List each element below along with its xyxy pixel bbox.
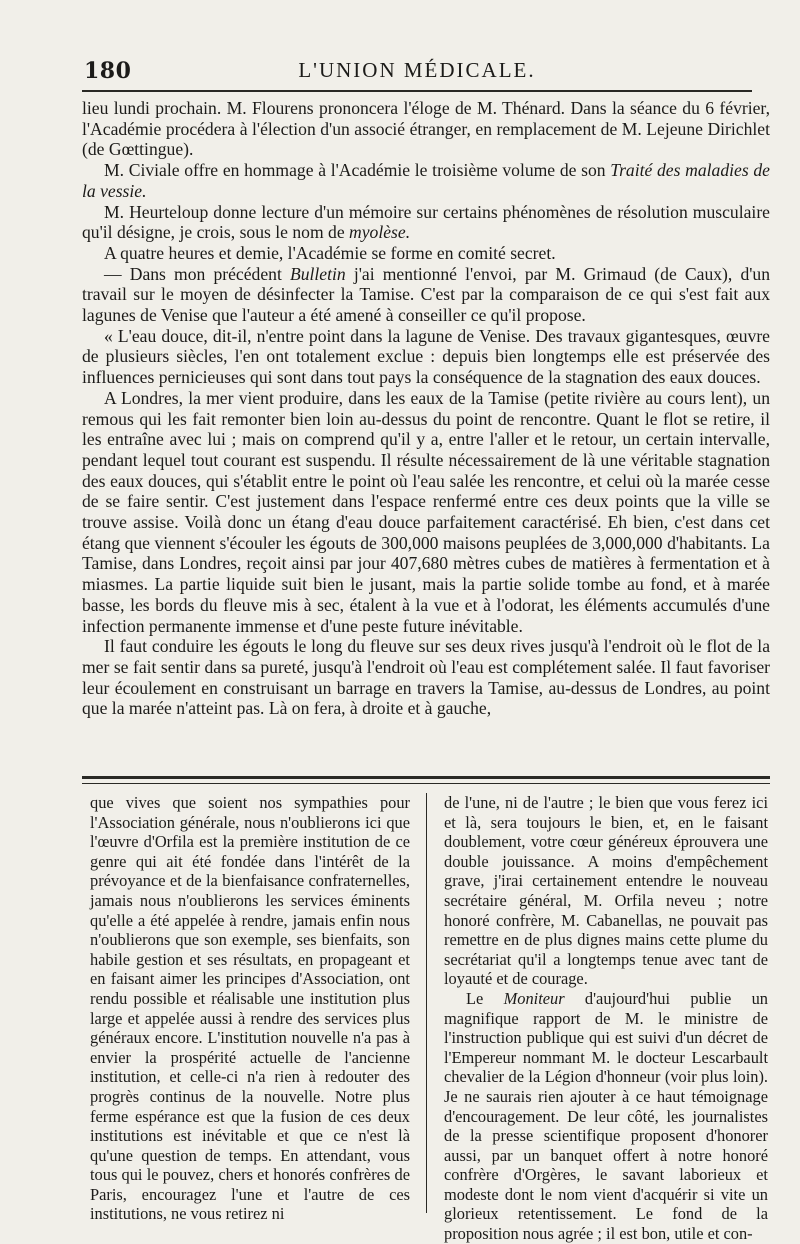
- paragraph-civiale: [82, 160, 770, 201]
- feuilleton-left-column: [90, 793, 410, 1224]
- paragraph-bulletin: [82, 264, 770, 326]
- column-divider: [426, 793, 427, 1213]
- paragraph-bulletin-text: j'ai mentionné l'envoi, par M. Grimaud (de Caux), d'un travail sur le moyen de désinfecter la Tamise. C'est par la comparaison de ce qui s'est fait aux lagunes de Venise que l'auteur a été amené à conseiller ce qu'il propose.: [82, 263, 771, 326]
- term-myolese: myolèse.: [349, 222, 411, 243]
- paragraph-bulletin-lead: — Dans mon précédent: [104, 263, 290, 284]
- right-column-paragraph-1: de l'une, ni de l'autre ; le bien que vous ferez ici et là, sera toujours le bien, et, en le faisant doublement, votre cœur généreux éprouvera une double jouissance. A moins d'empêchement grave, j'irai certainement entendre le nouveau secrétaire général, M. Orfila neveu ; notre honoré confrère, M. Cabanellas, ne pouvait pas remettre en de plus dignes mains cette plume du secrétariat qu'il a longtemps tenue avec tant de loyauté et de courage.: [444, 793, 768, 989]
- paragraph-londres: A Londres, la mer vient produire, dans les eaux de la Tamise (petite rivière au cours lent), un remous qui les fait remonter bien loin au-dessus du point de rencontre. Quant le flot se retire, il les entraîne avec lui ; mais on comprend qu'il y a, entre l'aller et le retour, un certain intervalle, pendant lequel tout courant est suspendu. Il résulte nécessairement de là une véritable stagnation des eaux douces, qui s'établit entre le point où l'eau salée les rencontre, et celui où la marée cesse de se faire sentir. C'est justement dans l'espace renfermé entre ces deux points que la ville se trouve assise. Voilà donc un étang d'eau douce parfaitement caractérisé. Eh bien, c'est dans cet étang que viennent s'écouler les égouts de 300,000 maisons peuplées de 3,000,000 d'habitants. La Tamise, dans Londres, reçoit ainsi par jour 407,680 mètres cubes de matières à fermentation et à miasmes. La partie liquide suit bien le jusant, mais la partie solide tombe au fond, et à marée basse, les bords du fleuve mis à sec, étalent à la vue et à l'odorat, les éléments accumulés d'une infection permanente immense et d'une peste future inévitable.: [82, 387, 770, 636]
- bulletin-title: Bulletin: [289, 263, 346, 284]
- running-head: L'UNION MÉDICALE.: [298, 58, 536, 82]
- paragraph-civiale-text: M. Civiale offre en hommage à l'Académie le troisième volume de son: [104, 160, 611, 181]
- page-number: 180: [84, 58, 132, 84]
- right-column-lead: Le: [466, 988, 504, 1008]
- paragraph-venise: « L'eau douce, dit-il, n'entre point dans la lagune de Venise. Des travaux gigantesques, œuvre de plusieurs siècles, l'en ont totalement exclue : depuis bien longtemps elle est préservée des influences pernicieuses qui sont dans tout pays la conséquence de la stagnation des eaux douces.: [82, 325, 770, 388]
- paragraph-egouts: Il faut conduire les égouts le long du fleuve sur ses deux rives jusqu'à l'endroit où le flot de la mer se fait sentir dans sa pureté, jusqu'à l'endroit où l'eau est complétement salée. Il faut favoriser leur écoulement en construisant un barrage en travers la Tamise, au-dessus de Londres, au point que la marée n'atteint pas. Là on fera, à droite et à gauche,: [82, 636, 770, 719]
- page-header: [82, 56, 752, 92]
- right-column-text: d'aujourd'hui publie un magnifique rapport de M. le ministre de l'instruction publique qui est suivi d'un décret de l'Empereur nommant M. le docteur Lescarbault chevalier de la Légion d'honneur (voir plus loin). Je ne saurais rien ajouter à ce haut témoignage d'encouragement. De leur côté, les journalistes de la presse scientifique proposent d'honorer aussi, par un banquet offert à notre honoré confrère d'Orgères, le savant laborieux et modeste dont le nom vient d'acquérir si vite un glorieux retentissement. Le fond de la proposition nous agrée ; il est bon, utile et con-: [444, 988, 768, 1244]
- paragraph-election: lieu lundi prochain. M. Flourens prononcera l'éloge de M. Thénard. Dans la séance du 6 février, l'Académie procédera à l'élection d'un associé étranger, en remplacement de M. Lejeune Dirichlet (de Gœttingue).: [82, 98, 770, 160]
- moniteur-title: Moniteur: [503, 988, 565, 1008]
- paragraph-comite: A quatre heures et demie, l'Académie se forme en comité secret.: [104, 242, 556, 263]
- main-article: [82, 98, 770, 719]
- left-column-text: que vives que soient nos sympathies pour l'Association générale, nous n'oublierons ici que l'œuvre d'Orfila est la première institution de ce genre qui ait été fondée dans l'intérêt de la prévoyance et de la bienfaisance confraternelles, jamais nous n'oublierons les services éminents qu'elle a été appelée à rendre, jamais enfin nous n'oublierons que son exemple, ses bienfaits, son habile gestion et ses résultats, en propageant et en faisant aimer les principes d'Association, ont rendu possible et réalisable une institution plus large et appelée aussi à rendre des services plus généraux encore. L'institution nouvelle n'a pas à envier la prospérité actuelle de l'ancienne institution, et celle-ci n'a rien à redouter des progrès continus de la nouvelle. Notre plus ferme espérance est que la fusion de ces deux institutions est inévitable et que ce n'est là qu'une question de temps. En attendant, vous tous qui le pouvez, chers et honorés confrères de Paris, encouragez l'une et l'autre de ces institutions, ne vous retirez ni: [90, 793, 410, 1224]
- paragraph-heurteloup-text: M. Heurteloup donne lecture d'un mémoire sur certains phénomènes de résolution musculaire qu'il désigne, je crois, sous le nom de: [82, 201, 770, 243]
- right-column-paragraph-2: [444, 989, 768, 1244]
- section-divider: [82, 776, 770, 784]
- book-title: Traité des maladies de la vessie.: [82, 160, 770, 201]
- paragraph-heurteloup: [82, 202, 770, 243]
- feuilleton-right-column: [444, 793, 768, 1244]
